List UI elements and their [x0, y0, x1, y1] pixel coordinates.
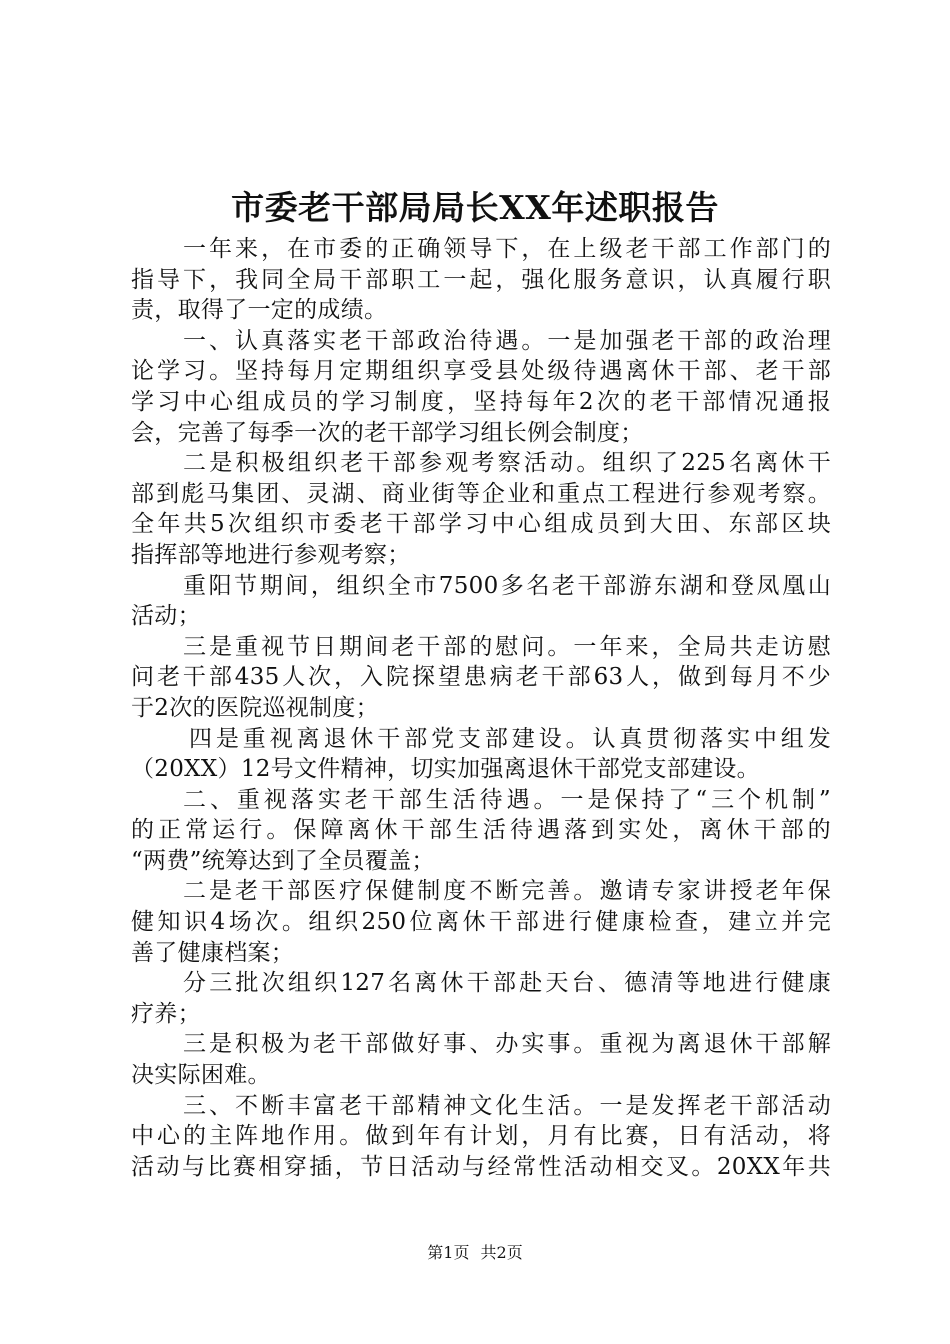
paragraph-line: 会，完善了每季一次的老干部学习组长例会制度；	[131, 419, 644, 446]
paragraph-line: 一年来，在市委的正确领导下，在上级老干部工作部门的	[183, 236, 831, 262]
paragraph-line: 的正常运行。保障离休干部生活待遇落到实处，离休干部的	[131, 817, 831, 844]
paragraph-line: 重阳节期间，组织全市7500多名老干部游东湖和登凤凰山	[183, 572, 831, 599]
paragraph-line: 二是积极组织老干部参观考察活动。组织了225名离休干	[183, 450, 831, 477]
paragraph-line: 二、重视落实老干部生活待遇。一是保持了“三个机制”	[183, 786, 831, 813]
paragraph-line: 部到彪马集团、灵湖、商业街等企业和重点工程进行参观考察。	[131, 480, 831, 507]
paragraph-line: 中心的主阵地作用。做到年有计划，月有比赛，日有活动，将	[131, 1123, 831, 1150]
paragraph-line: 分三批次组织127名离休干部赴天台、德清等地进行健康	[183, 970, 831, 997]
page-total: 共2页	[480, 1243, 523, 1262]
paragraph-line: 责，取得了一定的成绩。	[131, 297, 388, 324]
paragraph-line: 三、不断丰富老干部精神文化生活。一是发挥老干部活动	[183, 1092, 831, 1119]
paragraph-line: 指导下，我同全局干部职工一起，强化服务意识，认真履行职	[131, 266, 831, 293]
page-footer	[0, 1242, 950, 1264]
paragraph-line: 善了健康档案；	[131, 939, 295, 966]
paragraph-line: 问老干部435人次，入院探望患病老干部63人，做到每月不少	[131, 664, 831, 691]
paragraph-line: “两费”统筹达到了全员覆盖；	[131, 847, 435, 874]
paragraph-line: 论学习。坚持每月定期组织享受县处级待遇离休干部、老干部	[131, 358, 831, 385]
paragraph-line: 三是积极为老干部做好事、办实事。重视为离退休干部解	[183, 1031, 831, 1058]
paragraph-line: 指挥部等地进行参观考察；	[131, 541, 411, 568]
paragraph-line: 健知识4场次。组织250位离休干部进行健康检查，建立并完	[131, 909, 831, 936]
paragraph-line: 一、认真落实老干部政治待遇。一是加强老干部的政治理	[183, 327, 831, 354]
paragraph-line: 四是重视离退休干部党支部建设。认真贯彻落实中组发	[189, 725, 831, 752]
paragraph-line: 于2次的医院巡视制度；	[131, 694, 379, 721]
paragraph-line: 疗养；	[131, 1000, 201, 1027]
paragraph-line: （20XX）12号文件精神，切实加强离退休干部党支部建设。	[131, 756, 760, 783]
document-body	[131, 234, 831, 1182]
document-title: 市委老干部局局长XX年述职报告	[231, 188, 719, 227]
paragraph-line: 决实际困难。	[131, 1062, 271, 1089]
paragraph-line: 学习中心组成员的学习制度，坚持每年2次的老干部情况通报	[131, 388, 831, 415]
paragraph-line: 活动；	[131, 603, 201, 630]
page-number: 第1页	[427, 1243, 470, 1262]
paragraph-line: 二是老干部医疗保健制度不断完善。邀请专家讲授老年保	[183, 878, 831, 905]
paragraph-line: 全年共5次组织市委老干部学习中心组成员到大田、东部区块	[131, 511, 831, 538]
paragraph-line: 三是重视节日期间老干部的慰问。一年来，全局共走访慰	[183, 633, 831, 660]
paragraph-line: 活动与比赛相穿插，节日活动与经常性活动相交叉。20XX年共	[131, 1153, 831, 1180]
